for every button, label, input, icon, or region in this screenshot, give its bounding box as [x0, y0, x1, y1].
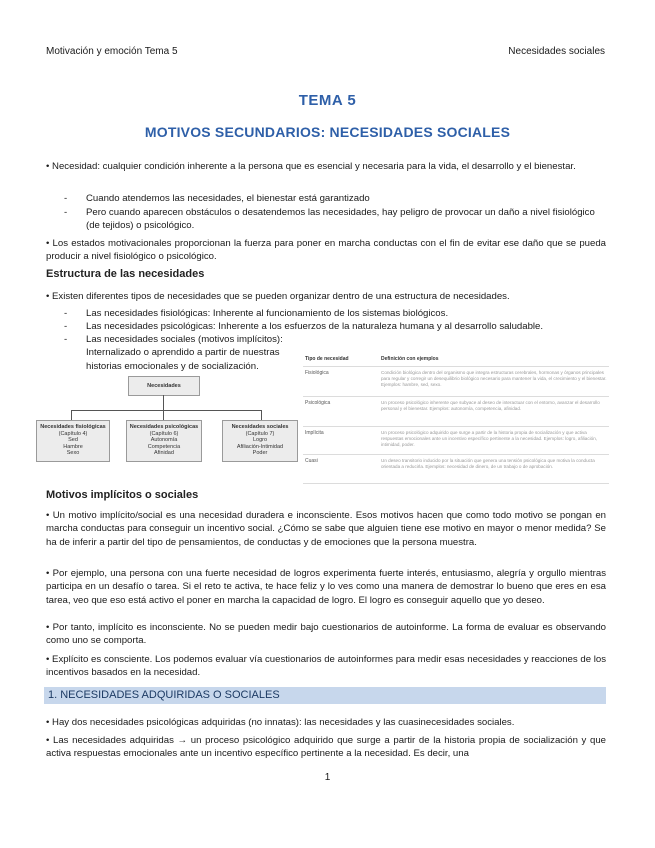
table-row: Psicológica Un proceso psicológico inherente que subyace al deseo de interactuar con el entorno, avanzar el desarrollo personal y el bienestar. Ejemplos: autonomía, competencia, afinidad. [303, 396, 609, 427]
paragraph-dos-necesidades: • Hay dos necesidades psicológicas adquiridas (no innatas): las necesidades y las cuasinecesidades sociales. [46, 717, 515, 728]
paragraph-motivo-implicito: • Un motivo implícito/social es una necesidad duradera e inconsciente. Esos motivos hacen que como todo motivo se pongan en marcha conductas para conseguir un incentivo social. ¿Cómo se sabe que alguien tiene ese motivo en mayor o menor medida? Se ha de inferir a partir del tipo de pensamientos, de conductas y de emociones que la persona muestra. [46, 510, 606, 548]
list-item: - Pero cuando aparecen obstáculos o desatendemos las necesidades, hay peligro de provocar un daño a nivel fisiológico (de tejidos) o psicológico. [64, 207, 595, 232]
paragraph-ejemplo: • Por ejemplo, una persona con una fuerte necesidad de logros experimenta fuerte interés, entusiasmo, alegría y orgullo mientras participa en un desafío o tarea. Si el reto te activa, te hace feliz y lo ves como una manera de demostrar lo bueno que eres en esa tarea, veo que eso está activo el poner en marcha la capacidad de logro. El logro es conseguir aquello que yo deseo. [46, 568, 606, 606]
paragraph-necesidad: • Necesidad: cualquier condición inherente a la persona que es esencial y necesaria para la vida, el desarrollo y el bienestar. [46, 161, 576, 172]
list-item: - Cuando atendemos las necesidades, el bienestar está garantizado [64, 193, 370, 204]
list-item: - Las necesidades psicológicas: Inherente a los esfuerzos de la naturaleza humana y al desarrollo saludable. [64, 321, 544, 332]
table-header: Tipo de necesidad [305, 356, 349, 362]
diagram-node-psicologicas: Necesidades psicológicas (Capítulo 6) Autonomía Competencia Afinidad [126, 420, 202, 462]
list-item: - Las necesidades fisiológicas: Inherente al funcionamiento de los sistemas biológicos. [64, 308, 449, 319]
section-heading-bar: 1. NECESIDADES ADQUIRIDAS O SOCIALES [44, 687, 606, 704]
paragraph-adquiridas: • Las necesidades adquiridas → un proceso psicológico adquirido que surge a partir de la historia propia de socialización y que activa respuestas emocionales ante un incentivo específico pertinente a la necesidad. Es decir, una [46, 735, 606, 760]
needs-table [303, 354, 609, 482]
paragraph-tipos: • Existen diferentes tipos de necesidades que se pueden organizar dentro de una estructura de necesidades. [46, 291, 510, 302]
table-row: Fisiológica Condición biológica dentro del organismo que integra estructuras cerebrales, hormonas y órganos principales para regular y corregir un desequilibrio biológico necesario para mantener la vida, el crecimiento y el bienestar. Ejemplos: hambre, sed, sexo. [303, 366, 609, 397]
section-heading-motivos: Motivos implícitos o sociales [46, 489, 199, 501]
needs-hierarchy-diagram [36, 368, 298, 468]
header-left: Motivación y emoción Tema 5 [46, 46, 178, 57]
table-header: Definición con ejemplos [381, 356, 439, 362]
page-subtitle: MOTIVOS SECUNDARIOS: NECESIDADES SOCIALES [144, 124, 511, 140]
page-title: TEMA 5 [298, 92, 357, 109]
header-right: Necesidades sociales [508, 46, 605, 57]
paragraph-estados: • Los estados motivacionales proporcionan la fuerza para poner en marcha conductas con el fin de evitar ese daño que se pueda producir a nivel fisiológico o psicológico. [46, 238, 606, 263]
diagram-node-sociales: Necesidades sociales (Capítulo 7) Logro Afiliación-Intimidad Poder [222, 420, 298, 462]
section-heading-estructura: Estructura de las necesidades [46, 268, 205, 280]
table-row: Implícita Un proceso psicológico adquirido que surge a partir de la historia propia de socialización y que activa respuestas emocionales ante un incentivo específico pertinente a la necesidad. Ejemplos: logro, afiliación, intimidad, poder. [303, 426, 609, 455]
page-number: 1 [324, 772, 331, 783]
list-item: - Las necesidades sociales (motivos implícitos): Internalizado o aprendido a partir de nuestras historias emocionales y de socialización. [64, 334, 283, 372]
diagram-root: Necesidades [128, 376, 200, 396]
paragraph-explicito: • Explícito es consciente. Los podemos evaluar vía cuestionarios de autoinformes para medir esas necesidades y reacciones de los incentivos basados en la necesidad. [46, 654, 606, 679]
diagram-node-fisiologicas: Necesidades fisiológicas (Capítulo 4) Sed Hambre Sexo [36, 420, 110, 462]
table-row: Cuasi Un deseo transitorio inducido por la situación que genera una tensión psicológica que motiva la conducta orientada a reducirla. Ejemplos: necesidad de dinero, de un trabajo o de aprobación. [303, 454, 609, 484]
paragraph-implicito: • Por tanto, implícito es inconsciente. No se pueden medir bajo cuestionarios de autoinforme. La forma de evaluar es observando como uno se comporta. [46, 622, 606, 647]
